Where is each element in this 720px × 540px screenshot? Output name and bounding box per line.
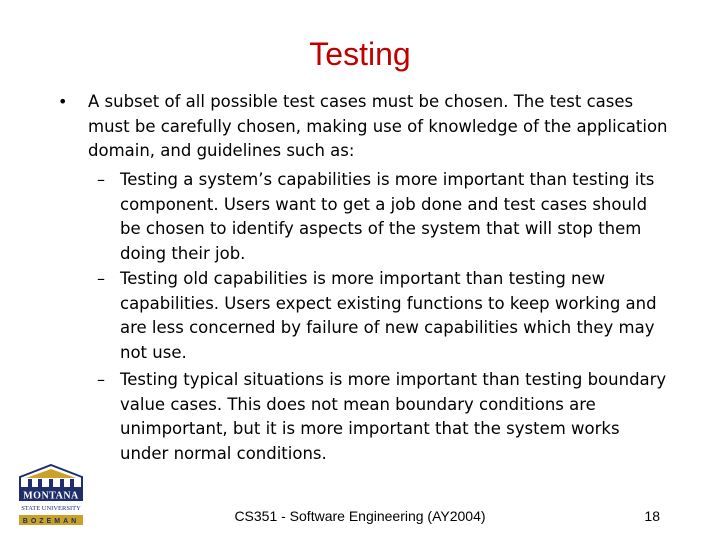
- subbullet-text-typical-situations: Testing typical situations is more important than testing boundary value cases. This does not mean boundary conditions are unimportant, but it is more important that the system works under normal conditions.: [120, 370, 667, 463]
- svg-text:STATE UNIVERSITY: STATE UNIVERSITY: [21, 505, 81, 512]
- subbullet-text-old-capabilities: Testing old capabilities is more important than testing new capabilities. Users expect existing functions to keep working and are less concerned by failure of new capabilities which they may not use.: [120, 269, 657, 362]
- montana-state-logo-icon: [18, 464, 84, 526]
- subbullet-marker: –: [97, 170, 105, 189]
- university-logo: [18, 464, 84, 526]
- svg-text:BOZEMAN: BOZEMAN: [22, 518, 80, 525]
- bullet-marker: •: [58, 92, 68, 111]
- slide-title: Testing: [309, 36, 411, 72]
- footer-course-title: CS351 - Software Engineering (AY2004): [234, 508, 486, 524]
- subbullet-text-capabilities: Testing a system’s capabilities is more important than testing its component. Users want to get a job done and test cases should be chosen to identify aspects of the system that will stop them doing their job.: [120, 170, 655, 263]
- bullet-text: A subset of all possible test cases must be chosen. The test cases must be carefully chosen, making use of knowledge of the application domain, and guidelines such as:: [88, 92, 668, 160]
- subbullet-marker: –: [97, 269, 105, 288]
- subbullet-marker: –: [97, 370, 105, 389]
- page-number: 18: [644, 508, 660, 524]
- svg-text:MONTANA: MONTANA: [23, 490, 79, 502]
